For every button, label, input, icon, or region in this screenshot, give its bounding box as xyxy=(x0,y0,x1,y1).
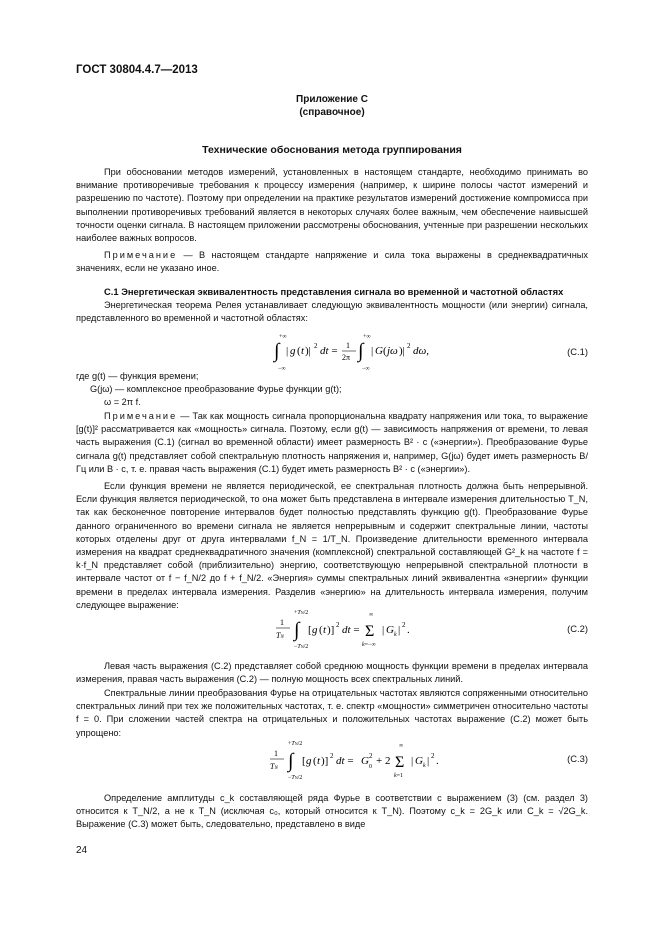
svg-text:|: | xyxy=(427,755,430,767)
svg-text:1: 1 xyxy=(274,749,278,758)
svg-text:2: 2 xyxy=(369,752,373,760)
svg-text:[: [ xyxy=(308,624,312,636)
svg-text:+∞: +∞ xyxy=(363,334,371,340)
svg-text:G: G xyxy=(415,755,423,767)
svg-text:[: [ xyxy=(302,755,306,767)
svg-text:jω: jω xyxy=(387,345,398,357)
svg-text:∫: ∫ xyxy=(274,340,280,362)
svg-text:2: 2 xyxy=(407,342,411,350)
equation-c2 xyxy=(272,606,422,650)
svg-text:k: k xyxy=(423,763,426,769)
amplitude-paragraph: Определение амплитуды c_k составляющей ряда Фурье в соответствии с выражением (3) (см. раздел 3) относится к T_N/2, а не к T_N (исключая c₀, который относится к T_N). Поэтому c_k = 2G_k или C_k = √2G_k. Выражение (С.3) может быть, следовательно, представлено в виде xyxy=(76,793,588,830)
note-label: Примечание xyxy=(104,411,178,421)
svg-text:2π: 2π xyxy=(342,353,351,362)
svg-text:2: 2 xyxy=(336,621,340,629)
svg-text:g: g xyxy=(290,345,296,357)
svg-text:dt =: dt = xyxy=(336,755,354,767)
document-title: Технические обоснования метода группирования xyxy=(202,144,462,156)
svg-text:1: 1 xyxy=(346,341,350,350)
svg-text:g: g xyxy=(306,755,312,767)
svg-text:1: 1 xyxy=(280,618,284,627)
mean-power-paragraph: Левая часть выражения (С.2) представляет собой среднюю мощность функции времени в пределах интервала измерения, правая часть выражения (С.2) — полную мощность всех спектральных линий. xyxy=(76,661,588,685)
svg-text:t: t xyxy=(301,345,305,357)
standard-header: ГОСТ 30804.4.7—2013 xyxy=(76,64,198,76)
svg-text:(: ( xyxy=(383,345,387,357)
svg-text:(: ( xyxy=(297,345,301,357)
svg-text:G: G xyxy=(361,755,369,767)
svg-text:)]: )] xyxy=(327,624,335,636)
appendix-heading xyxy=(76,93,588,119)
svg-text:2: 2 xyxy=(402,621,406,629)
rayleigh-paragraph: Энергетическая теорема Релея устанавливает следующую эквивалентность мощности (или энергии) сигнала, представленного во временной и частотной областях: xyxy=(76,300,588,324)
svg-text:+TN/2: +TN/2 xyxy=(288,741,303,747)
svg-text:+TN/2: +TN/2 xyxy=(294,610,309,616)
svg-text:∫: ∫ xyxy=(288,750,294,772)
svg-text:0: 0 xyxy=(369,764,372,770)
note-1 xyxy=(76,249,588,275)
svg-text:∞: ∞ xyxy=(369,612,374,618)
svg-text:2: 2 xyxy=(330,752,334,760)
where-line-1: где g(t) — функция времени; xyxy=(76,371,199,381)
symmetry-paragraph: Спектральные линии преобразования Фурье на отрицательных частотах являются сопряженными относительно спектральных линий при тех же положительных частотах, т. е. спектр «мощности» симметричен относительно частоты f = 0. При сложении частей спектра на отрицательных и положительных частотах выражение (С.2) может быть упрощено: xyxy=(76,688,588,738)
periodic-paragraph: Если функция времени не является периодической, ее спектральная плотность должна быть непрерывной. Если функция является периодической, то она может быть представлена в интервале измерения длительностью T_N, так как бесконечное повторение интервалов будет полностью представлять функцию g(t). Преобразование Фурье данного ограниченного во времени сигнала не является непрерывным и содержит спектральные линии, частоты которых отделены друг от друга интервалами f_N = 1/T_N. Произведение длительности временного интервала измерения на квадрат среднеквадратичного значения (комплексной) спектральной составляющей G²_k на частоте f = k·f_N представляет собой (приблизительно) энергию, соответствующую непрерывной спектральной плотности в интервале частот от f − f_N/2 до f + f_N/2. «Энергия» суммы спектральных линий эквивалентна «энергии» функции времени в пределах интервала измерения. Разделив «энергию» на длительность интервала измерения, получим следующее выражение: xyxy=(76,481,588,610)
equation-c3 xyxy=(266,737,456,781)
note-label: Примечание xyxy=(104,250,178,260)
appendix-title: Приложение С xyxy=(296,94,368,105)
svg-text:TN: TN xyxy=(270,762,278,771)
page-number: 24 xyxy=(76,845,88,856)
svg-text:2: 2 xyxy=(314,342,318,350)
svg-text:)|: )| xyxy=(399,345,405,357)
section-heading: С.1 Энергетическая эквивалентность представления сигнала во временной и частотной областях xyxy=(104,286,564,297)
svg-text:−∞: −∞ xyxy=(278,366,286,372)
svg-text:|: | xyxy=(371,345,374,357)
svg-text:Σ: Σ xyxy=(395,754,405,771)
svg-text:|: | xyxy=(382,624,385,636)
svg-text:.: . xyxy=(407,624,410,636)
svg-text:−∞: −∞ xyxy=(362,366,370,372)
svg-text:g: g xyxy=(312,624,318,636)
svg-text:|: | xyxy=(286,345,289,357)
note-2 xyxy=(76,410,588,476)
svg-text:t: t xyxy=(317,755,321,767)
svg-text:)|: )| xyxy=(305,345,311,357)
note-text: — В настоящем стандарте напряжение и сила тока выражены в среднеквадратичных значениях, если не указано иное. xyxy=(76,250,588,274)
svg-text:)]: )] xyxy=(321,755,329,767)
svg-text:(: ( xyxy=(313,755,317,767)
svg-text:t: t xyxy=(323,624,327,636)
svg-text:(: ( xyxy=(319,624,323,636)
svg-text:∫: ∫ xyxy=(294,619,300,641)
where-line-3: ω = 2π f. xyxy=(104,397,141,407)
equation-c2-number: (С.2) xyxy=(567,623,588,634)
svg-text:k: k xyxy=(394,632,397,638)
svg-text:+ 2: + 2 xyxy=(376,755,391,767)
svg-text:dω,: dω, xyxy=(413,345,430,357)
svg-text:+∞: +∞ xyxy=(279,334,287,340)
note-text: — Так как мощность сигнала пропорциональна квадрату напряжения или тока, то выражение [g(t)]² рассматривается как «мощность» сигнала. Поэтому, если g(t) — зависимость напряжения от времени, то левая часть выражения (С.1) (сигнал во временной области) имеет размерность В² · с («энергии»). Преобразование Фурье сигнала g(t) представляет собой спектральную плотность напряжения и, например, G(jω) будет иметь размерность В/Гц или В · с, т. е. правая часть выражения (С.1) будет иметь размерность В² · с («энергии»). xyxy=(76,411,588,474)
equation-c1 xyxy=(270,330,440,372)
svg-text:dt =: dt = xyxy=(342,624,360,636)
svg-text:∞: ∞ xyxy=(399,743,404,749)
svg-text:.: . xyxy=(436,755,439,767)
svg-text:TN: TN xyxy=(276,631,284,640)
svg-text:dt =: dt = xyxy=(320,345,338,357)
svg-text:|: | xyxy=(398,624,401,636)
where-line-2: G(jω) — комплексное преобразование Фурье функции g(t); xyxy=(90,384,342,394)
svg-text:−TN/2: −TN/2 xyxy=(294,644,309,650)
svg-text:|: | xyxy=(411,755,414,767)
svg-text:G: G xyxy=(386,624,394,636)
intro-paragraph: При обосновании методов измерений, установленных в настоящем стандарте, необходимо принимать во внимание противоречивые требования к процессу измерения (например, к ширине полосы частот измерений и разрешению по частоте). Поэтому при определении на практике результатов измерений достижение компромисса при выполнении противоречивых требований является в некоторых случаях более важным, чем обеспечение наивысшей точности оценки сигнала. В настоящем приложении рассмотрены обоснования, учтенные при разрешении нескольких наиболее важных вопросов. xyxy=(76,167,588,244)
svg-text:−TN/2: −TN/2 xyxy=(288,775,303,781)
equation-c3-number: (С.3) xyxy=(567,753,588,764)
svg-text:k=1: k=1 xyxy=(394,773,404,779)
svg-text:2: 2 xyxy=(431,752,435,760)
svg-text:∫: ∫ xyxy=(358,340,364,362)
svg-text:G: G xyxy=(375,345,383,357)
svg-text:k=−∞: k=−∞ xyxy=(362,642,376,648)
equation-c1-number: (С.1) xyxy=(567,346,588,357)
svg-text:Σ: Σ xyxy=(365,623,375,640)
appendix-subtitle: (справочное) xyxy=(299,107,365,118)
